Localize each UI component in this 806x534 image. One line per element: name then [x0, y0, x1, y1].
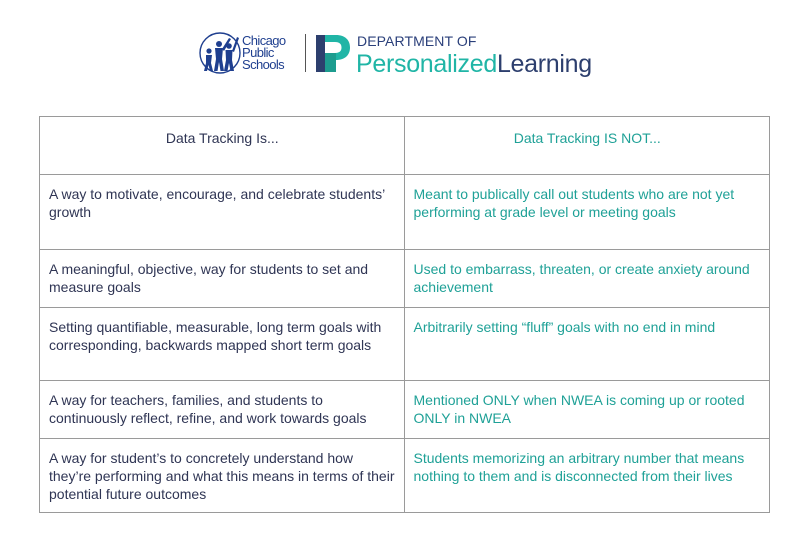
cps-logo-line-3: Schools: [242, 57, 285, 72]
department-name: [356, 50, 592, 78]
table-row: [40, 250, 770, 308]
cell-is: A way to motivate, encourage, and celebrate students’ growth: [40, 175, 405, 250]
cps-logo-line-1: Chicago: [242, 33, 286, 48]
table-row: [40, 175, 770, 250]
cell-is: A way for student’s to concretely understand how they’re performing and what this means in terms of their potential future outcomes: [40, 439, 405, 513]
table-header-row: [40, 117, 770, 175]
header-is: Data Tracking Is...: [40, 117, 405, 175]
cell-is-not: Used to embarrass, threaten, or create anxiety around achievement: [404, 250, 770, 308]
page-header: [196, 26, 596, 86]
cps-figures-icon: [198, 29, 242, 75]
cell-is: A way for teachers, families, and students to continuously reflect, refine, and work towards goals: [40, 381, 405, 439]
cell-is: A meaningful, objective, way for students to set and measure goals: [40, 250, 405, 308]
data-tracking-table: [39, 116, 770, 513]
cps-logo: [196, 26, 300, 78]
cell-is-not: Students memorizing an arbitrary number that means nothing to them and is disconnected from their lives: [404, 439, 770, 513]
cell-is-not: Mentioned ONLY when NWEA is coming up or rooted ONLY in NWEA: [404, 381, 770, 439]
table-row: [40, 381, 770, 439]
cell-is-not: Meant to publically call out students who are not yet performing at grade level or meeting goals: [404, 175, 770, 250]
table-row: [40, 439, 770, 513]
cps-logo-line-2: Public: [242, 45, 274, 60]
logo-divider: [305, 34, 306, 72]
department-name-personalized: Personalized: [356, 50, 497, 78]
cell-is: Setting quantifiable, measurable, long term goals with corresponding, backwards mapped short term goals: [40, 308, 405, 381]
cell-is-not: Arbitrarily setting “fluff” goals with no end in mind: [404, 308, 770, 381]
table-row: [40, 308, 770, 381]
department-name-learning: Learning: [496, 50, 592, 78]
personalized-learning-p-icon: [316, 35, 350, 72]
department-label: DEPARTMENT OF: [357, 33, 477, 49]
header-is-not: Data Tracking IS NOT...: [404, 117, 770, 175]
cps-logo-text: [242, 35, 302, 71]
